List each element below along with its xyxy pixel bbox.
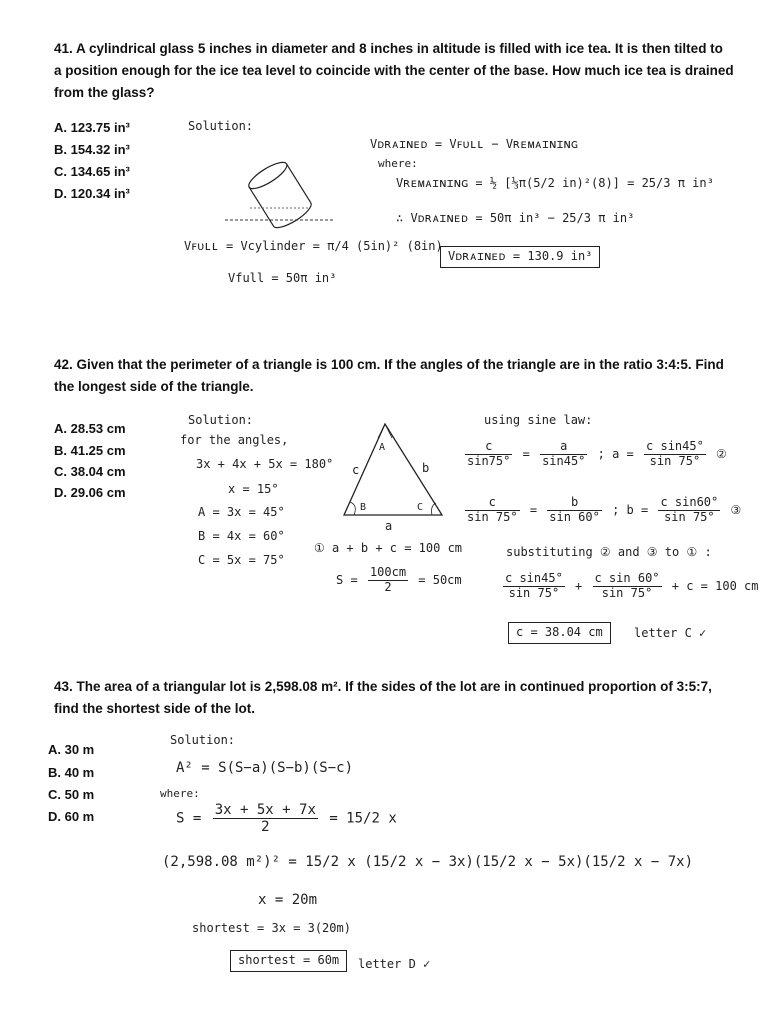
q42-substituted-eq xyxy=(500,572,758,601)
q42-sine-law-1 xyxy=(462,440,727,469)
q42-choice-b: B. 41.25 cm xyxy=(54,443,126,458)
q42-sub-d1: sin 75° xyxy=(508,585,560,600)
q42-sub-frac-1 xyxy=(503,572,565,601)
q41-choice-b: B. 154.32 in³ xyxy=(54,142,130,157)
q42-sl2-result-lhs: ; b = xyxy=(612,502,649,517)
q42-sl2-rd: sin 75° xyxy=(664,509,715,524)
q43-where: where: xyxy=(160,787,200,800)
q42-sub-d2: sin 75° xyxy=(601,585,653,600)
q42-sine-law-label: using sine law: xyxy=(484,413,593,427)
q43-s-rhs: = 15/2 x xyxy=(329,810,397,827)
q43-letter: letter D ✓ xyxy=(358,957,431,971)
q42-s-eq xyxy=(336,566,462,595)
q42-sl1-equals: = xyxy=(522,446,530,461)
q42-tri-side-c: c xyxy=(352,463,360,477)
q42-eq-c: C = 5x = 75° xyxy=(198,553,285,567)
q43-s-fraction xyxy=(213,802,318,835)
q42-sl1-tag: ② xyxy=(716,446,727,461)
q43-choice-a: A. 30 m xyxy=(48,742,95,757)
q42-sine-law-2 xyxy=(462,496,741,525)
q42-s-result: = 50cm xyxy=(418,572,462,587)
q42-choice-d: D. 29.06 cm xyxy=(54,485,126,500)
q41-vfull: Vꜰᴜʟʟ = Vcylinder = π/4 (5in)² (8in) xyxy=(184,239,443,253)
q42-sl2-frac-2 xyxy=(547,496,602,525)
q41-therefore: ∴ Vᴅʀᴀɪɴᴇᴅ = 50π in³ − 25/3 π in³ xyxy=(396,211,635,225)
q42-choice-a: A. 28.53 cm xyxy=(54,421,126,436)
q42-sl1-d1: sin75° xyxy=(467,453,511,468)
q43-s-lhs: S = xyxy=(176,810,202,827)
q42-tri-vertex-b: B xyxy=(360,502,367,513)
q42-choice-c: C. 38.04 cm xyxy=(54,464,126,479)
q42-sub-tail: + c = 100 cm xyxy=(671,578,759,593)
q42-answer-box: c = 38.04 cm xyxy=(508,622,611,644)
q43-question: 43. The area of a triangular lot is 2,598.08 m². If the sides of the lot are in continued proportion of 3:5:7, find the shortest side of the lot. xyxy=(54,679,712,716)
q42-sl2-frac-3 xyxy=(658,496,720,525)
q43-choice-d: D. 60 m xyxy=(48,809,95,824)
q42-s-fraction xyxy=(368,566,408,595)
q42-sl2-rn: c sin60° xyxy=(660,495,719,509)
q42-solution-label: Solution: xyxy=(188,413,254,427)
q41-question: 41. A cylindrical glass 5 inches in diameter and 8 inches in altitude is filled with ice tea. It is then tilted to a position enough for the ice tea level to coincide with the center of the base. How much ice tea is drained from the glass? xyxy=(54,41,734,100)
q42-sub-frac-2 xyxy=(593,572,662,601)
q41-tilted-glass-sketch xyxy=(220,160,340,225)
q41-where: where: xyxy=(378,157,418,170)
q42-sl2-d2: sin 60° xyxy=(549,509,600,524)
q43-expanded: (2,598.08 m²)² = 15/2 x (15/2 x − 3x)(15/2 x − 5x)(15/2 x − 7x) xyxy=(162,854,694,870)
q41-choice-c: C. 134.65 in³ xyxy=(54,164,130,179)
q42-s-den: 2 xyxy=(384,579,392,594)
q42-tri-vertex-c: C xyxy=(417,502,424,513)
q42-question: 42. Given that the perimeter of a triangle is 100 cm. If the angles of the triangle are in the ratio 3:4:5. Find the longest side of the triangle. xyxy=(54,357,724,394)
q42-sub-n1: c sin45° xyxy=(505,571,563,585)
q43-x-value: x = 20m xyxy=(258,892,318,908)
q42-sl1-frac-3 xyxy=(644,440,706,469)
q43-solution-label: Solution: xyxy=(170,733,236,747)
q42-tri-side-a: a xyxy=(385,519,393,533)
q42-sl1-rd: sin 75° xyxy=(649,453,701,468)
q41-vfull-result: Vfull = 50π in³ xyxy=(228,271,337,285)
q41-vremaining: Vʀᴇᴍᴀɪɴɪɴɢ = ½ [⅓π(5/2 in)²(8)] = 25/3 π in³ xyxy=(396,176,714,190)
q41-solution-label: Solution: xyxy=(188,119,254,133)
q43-s-num: 3x + 5x + 7x xyxy=(214,802,316,818)
q43-choice-c: C. 50 m xyxy=(48,787,95,802)
q42-sl1-d2: sin45° xyxy=(542,453,586,468)
q42-eq-sum: 3x + 4x + 5x = 180° xyxy=(196,457,334,471)
q42-perimeter-eq: ① a + b + c = 100 cm xyxy=(314,541,463,555)
q42-sl1-n1: c xyxy=(465,440,512,455)
q42-sl2-n1: c xyxy=(465,496,520,511)
q41-answer-box: Vᴅʀᴀɪɴᴇᴅ = 130.9 in³ xyxy=(440,246,600,268)
q42-sl2-n2: b xyxy=(547,496,602,511)
q43-answer-box: shortest = 60m xyxy=(230,950,347,972)
q42-sl1-rn: c sin45° xyxy=(646,439,704,453)
q42-tri-vertex-a: A xyxy=(379,442,386,453)
q43-s-den: 2 xyxy=(261,819,270,836)
q42-letter: letter C ✓ xyxy=(634,626,707,640)
q42-sl2-d1: sin 75° xyxy=(467,509,518,524)
q41-choice-d: D. 120.34 in³ xyxy=(54,186,130,201)
q42-sl2-tag: ③ xyxy=(730,502,742,517)
q41-vdrained-formula: Vᴅʀᴀɪɴᴇᴅ = Vꜰᴜʟʟ − Vʀᴇᴍᴀɪɴɪɴɢ xyxy=(370,137,578,151)
q42-sl1-frac-2 xyxy=(540,440,587,469)
q42-sl2-equals: = xyxy=(529,502,538,517)
q42-sl1-n2: a xyxy=(540,440,587,455)
q41-choice-a: A. 123.75 in³ xyxy=(54,120,130,135)
q42-for-angles: for the angles, xyxy=(180,433,289,447)
q42-tri-side-b: b xyxy=(422,461,430,475)
q42-sub-n2: c sin 60° xyxy=(594,571,660,585)
q42-eq-a: A = 3x = 45° xyxy=(198,505,285,519)
q42-eq-b: B = 4x = 60° xyxy=(198,529,285,543)
q42-substituting: substituting ② and ③ to ① : xyxy=(506,545,712,559)
q42-sl1-frac-1 xyxy=(465,440,512,469)
q43-s-eq xyxy=(176,802,397,835)
q43-choice-b: B. 40 m xyxy=(48,765,95,780)
q42-s-lhs: S = xyxy=(336,572,358,587)
q42-sub-plus: + xyxy=(575,578,583,593)
q43-heron: A² = S(S−a)(S−b)(S−c) xyxy=(176,760,354,776)
q43-shortest-eq: shortest = 3x = 3(20m) xyxy=(192,921,351,935)
q42-s-num: 100cm xyxy=(369,565,407,579)
q42-sl2-frac-1 xyxy=(465,496,520,525)
q42-sl1-result-lhs: ; a = xyxy=(597,446,634,461)
q42-eq-x: x = 15° xyxy=(228,482,279,496)
